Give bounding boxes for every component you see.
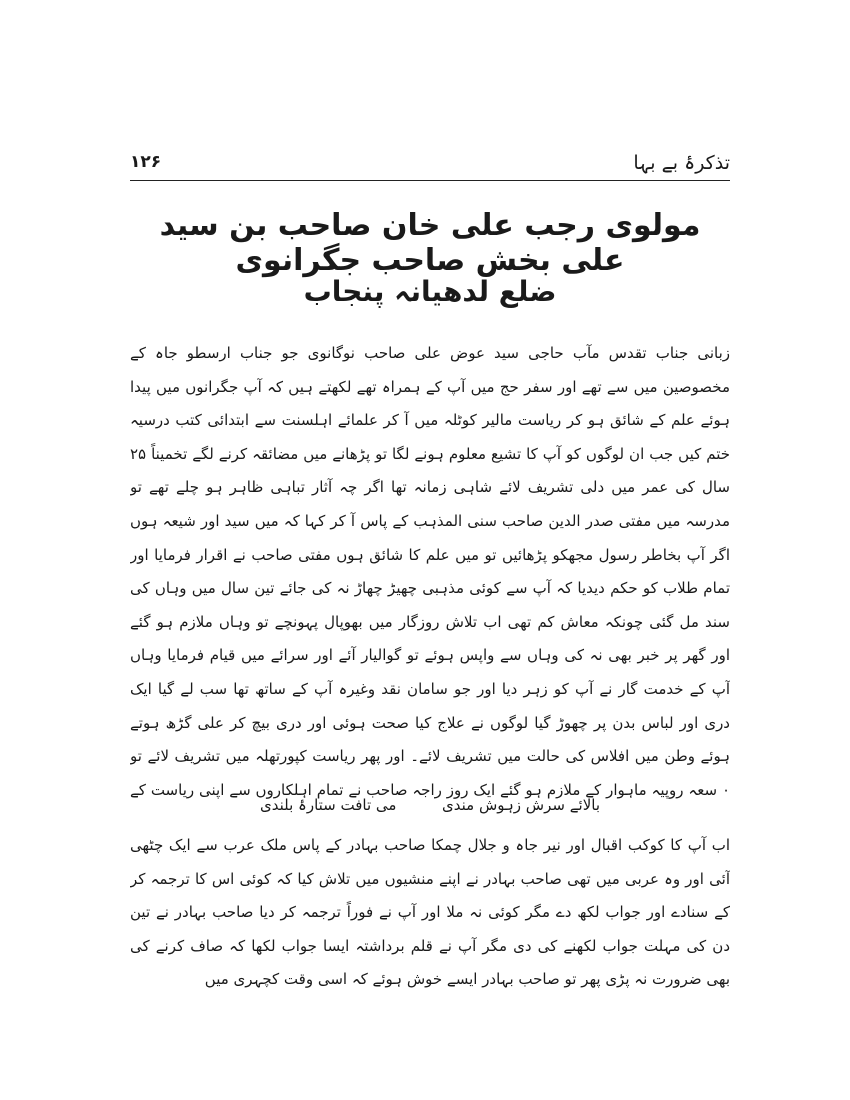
paragraph-text: زبانی جناب تقدس مآب حاجی سید عوض علی صاحب نوگانوی جو جناب ارسطو جاہ کے مخصوصین میں سے تھے اور سفر حج میں آپ کے ہمراہ تھے لکھتے ہیں کہ آپ جگرانوں میں پیدا ہوئے علم کے شائق ہو کر ریاست مالیر کوٹلہ میں آ کر علمائے اہلسنت سے ابتدائی کتب درسیہ ختم کیں جب ان لوگوں کو آپ کا تشیع معلوم ہونے لگا تو پڑھانے میں مضائقہ کرنے لگے تخمیناً ۲۵ سال کی عمر میں دلی تشریف لائے شاہی زمانہ تھا اگر چہ آثار تباہی ظاہر ہو چلے تھے تو مدرسہ میں مفتی صدر الدین صاحب سنی المذہب کے پاس آ کر کہا کہ میں سید اور شیعہ ہوں اگر آپ بخاطر رسول مجھکو پڑھائیں تو میں علم کا شائق ہوں مفتی صاحب نے اقرار فرمایا اور تمام طلاب کو حکم دیدیا کہ آپ سے کوئی مذہبی چھیڑ چھاڑ نہ کی جائے تین سال میں وہاں کی سند مل گئی چونکہ معاش کم تھی اب تلاش روزگار میں بھوپال پہونچے تو وہاں ملازم ہو گئے اور گھر پر خبر بھی نہ کی وہاں سے واپس ہوئے تو گوالیار آئے اور سرائے میں قیام فرمایا وہاں آپ کے خدمت گار نے آپ کو زہر دیا اور جو سامان نقد وغیرہ آپ کے ساتھ تھا سب لے گیا ایک دری اور لباس بدن پر چھوڑ گیا لوگوں نے علاج کیا صحت ہوئی اور دری بیچ کر علی گڑھ ہوتے ہوئے وطن میں افلاس کی حالت میں تشریف لائے۔ اور پھر ریاست کپورتھلہ میں تشریف لائے تو ۰ سعہ روپیہ ماہوار کے ملازم ہو گئے ایک روز راجہ صاحب نے تمام اہلکاروں سے اپنی ریاست کے xyxy=(130,344,730,799)
persian-verse xyxy=(230,790,630,824)
verse-hemistich-right: بالائے سرش زہوش مندی xyxy=(442,796,600,814)
body-paragraph-2 xyxy=(130,829,730,989)
running-header xyxy=(130,152,730,182)
chapter-title: مولوی رجب علی خان صاحب بن سید علی بخش صاحب جگرانوی xyxy=(159,208,701,278)
chapter-subtitle: ضلع لدھیانہ پنجاب xyxy=(303,275,557,308)
paragraph-text: اب آپ کا کوکب اقبال اور نیر جاہ و جلال چمکا صاحب بہادر کے پاس ملک عرب سے ایک چٹھی آئی اور وہ عربی میں تھی صاحب بہادر نے اپنے منشیوں میں تلاش کیا کہ کوئی اس کا ترجمہ کر کے سنادے اور جواب لکھ دے مگر کوئی نہ ملا اور آپ نے فوراً ترجمہ کر دیا صاحب بہادر نے تین دن کی مہلت جواب لکھنے کی دی مگر آپ نے قلم برداشتہ ایسا جواب لکھا کہ صاف کرنے کی بھی ضرورت نہ پڑی پھر تو صاحب بہادر ایسے خوش ہوئے کہ اسی وقت کچہری میں xyxy=(130,836,730,989)
header-rule xyxy=(130,180,730,181)
book-title: تذکرۂ بے بہا xyxy=(633,152,730,174)
page-number: ۱۲۶ xyxy=(130,152,162,172)
body-paragraph-1 xyxy=(130,337,730,807)
verse-hemistich-left: می تافت ستارۂ بلندی xyxy=(260,796,397,814)
